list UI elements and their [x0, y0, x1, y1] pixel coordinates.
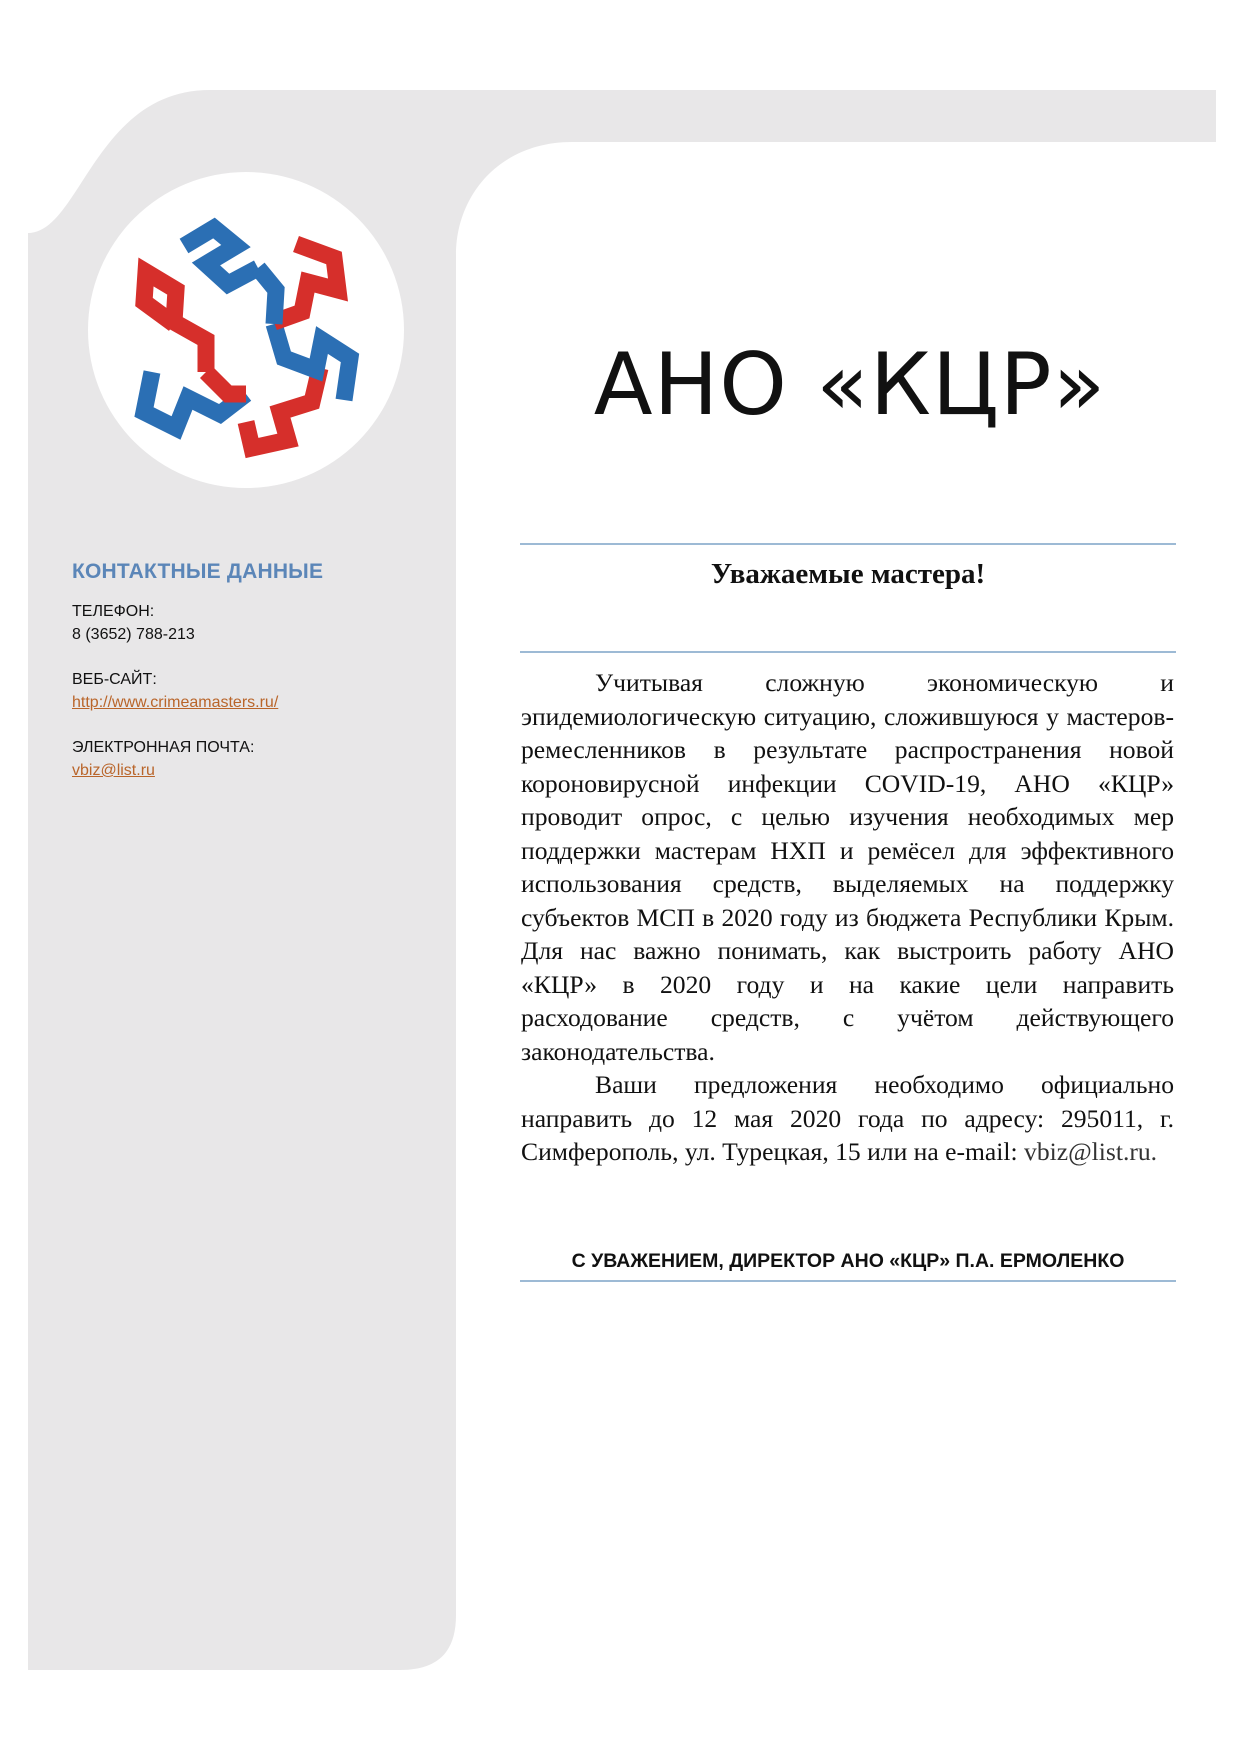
letter-greeting: Уважаемые мастера! [710, 558, 986, 590]
email-link[interactable]: vbiz@list.ru [72, 762, 155, 779]
contact-block [72, 560, 432, 804]
letter-signature: С УВАЖЕНИЕМ, ДИРЕКТОР АНО «КЦР» П.А. ЕРМОЛЕНКО [571, 1250, 1125, 1272]
divider-top [520, 543, 1176, 545]
organization-logo [88, 172, 404, 488]
website-label: ВЕБ-САЙТ: [72, 671, 157, 688]
contacts-heading: КОНТАКТНЫЕ ДАННЫЕ [72, 560, 324, 583]
letter-paragraph-1: Учитывая сложную экономическую и эпидемиологическую ситуацию, сложившуюся у мастеров-ремесленников в результате распространения новой короновирусной инфекции COVID-19, АНО «КЦР» проводит опрос, с целью изучения необходимых мер поддержки мастерам НХП и ремёсел для эффективного использования средств, выделяемых на поддержку субъектов МСП в 2020 году из бюджета Республики Крым. Для нас важно понимать, как выстроить работу АНО «КЦР» в 2020 году и на какие цели направить расходование средств, с учётом действующего законодательства. [521, 668, 1174, 1066]
email-label: ЭЛЕКТРОННАЯ ПОЧТА: [72, 739, 255, 756]
phone-value: 8 (3652) 788-213 [72, 626, 195, 643]
divider-bottom [520, 1280, 1176, 1282]
phone-label: ТЕЛЕФОН: [72, 603, 155, 620]
letter-email: vbiz@list.ru. [1024, 1137, 1158, 1166]
letter-body [521, 666, 1174, 1169]
website-link[interactable]: http://www.crimeamasters.ru/ [72, 694, 279, 711]
page-title: АНО «КЦР» [593, 335, 1107, 435]
letter-paragraph-2 [521, 1068, 1174, 1169]
letter-paragraph-2-text: Ваши предложения необходимо официально направить до 12 мая 2020 года по адресу: 295011, г. Симферополь, ул. Турецкая, 15 или на e-mail: [521, 1070, 1174, 1166]
divider-middle [520, 651, 1176, 653]
